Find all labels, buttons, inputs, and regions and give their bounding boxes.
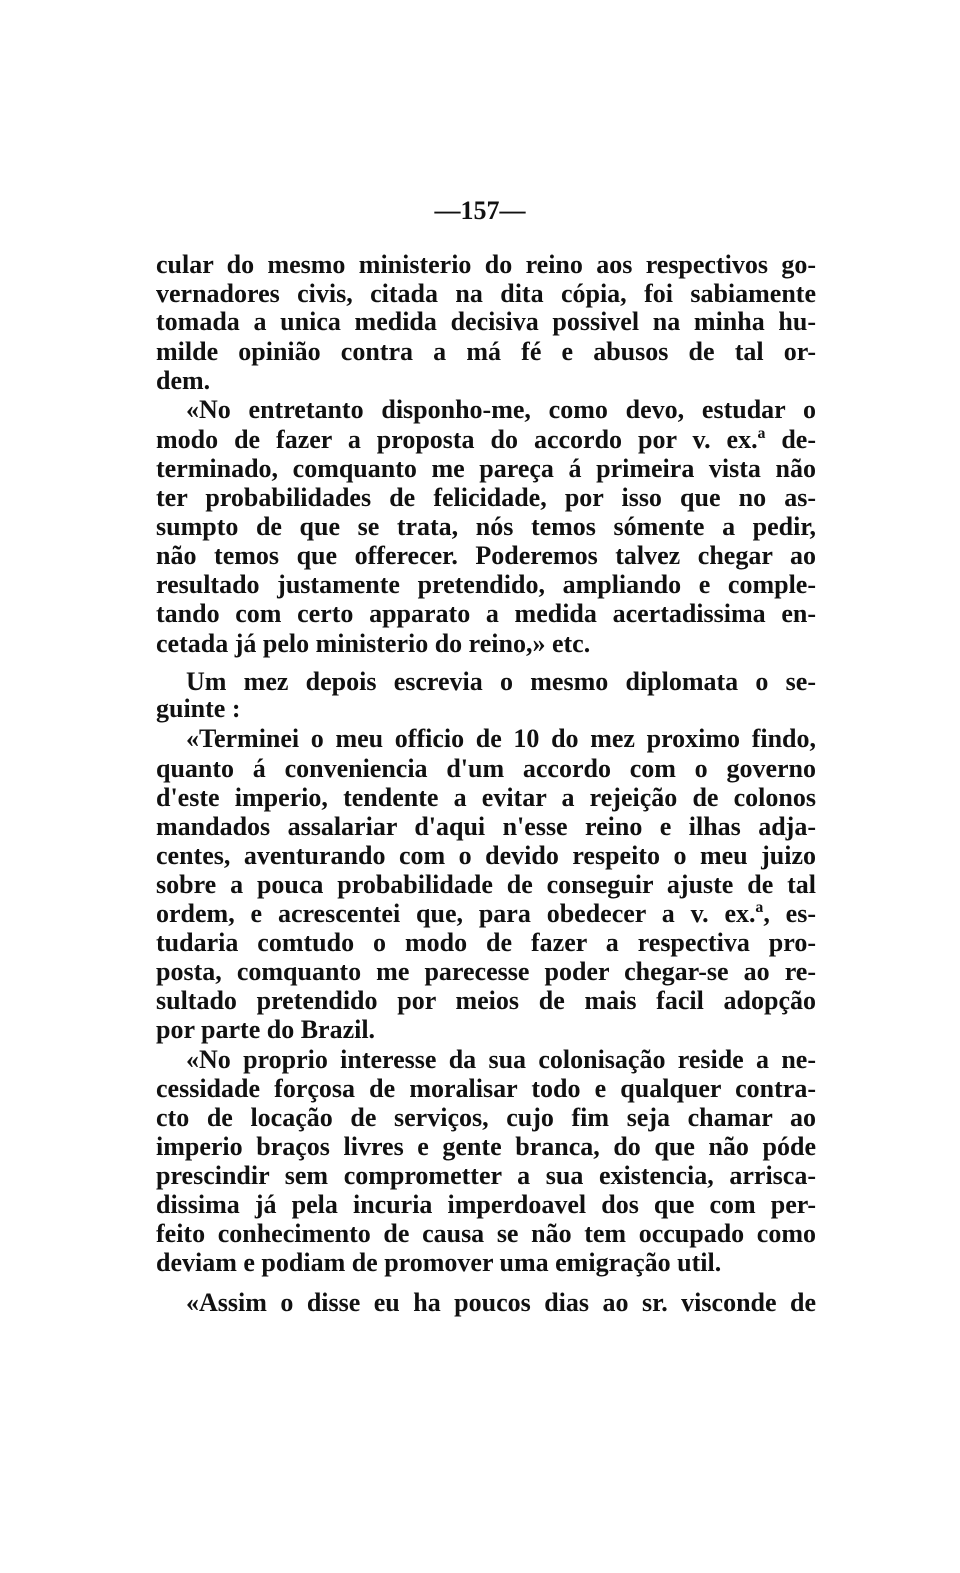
text-line: cto de locação de serviços, cujo fim seja chamar ao [156, 1103, 816, 1132]
text-line: modo de fazer a proposta do accordo por v. ex.ª de- [156, 425, 816, 454]
text-line: guinte : [156, 694, 241, 723]
text-line: sobre a pouca probabilidade de conseguir ajuste de tal [156, 870, 816, 899]
text-line: cular do mesmo ministerio do reino aos respectivos go- [156, 250, 816, 279]
text-line: quanto á conveniencia d'um accordo com o governo [156, 754, 816, 783]
text-line: resultado justamente pretendido, ampliando e comple- [156, 570, 816, 599]
text-line: dissima já pela incuria imperdoavel dos que com per- [156, 1190, 816, 1219]
text-line: posta, comquanto me parecesse poder chegar-se ao re- [156, 957, 816, 986]
text-line: milde opinião contra a má fé e abusos de tal or- [156, 337, 816, 366]
text-line: d'este imperio, tendente a evitar a rejeição de colonos [156, 783, 816, 812]
text-line: não temos que offerecer. Poderemos talvez chegar ao [156, 541, 816, 570]
text-line: «Terminei o meu officio de 10 do mez proximo findo, [186, 724, 816, 753]
text-line: «No proprio interesse da sua colonisação reside a ne- [186, 1045, 816, 1074]
text-line: tudaria comtudo o modo de fazer a respectiva pro- [156, 928, 816, 957]
text-line: tomada a unica medida decisiva possivel na minha hu- [156, 307, 816, 336]
text-line: feito conhecimento de causa se não tem occupado como [156, 1219, 816, 1248]
text-line: ter probabilidades de felicidade, por isso que no as- [156, 483, 816, 512]
text-line: «Assim o disse eu ha poucos dias ao sr. visconde de [186, 1288, 816, 1317]
text-line: cessidade forçosa de moralisar todo e qualquer contra- [156, 1074, 816, 1103]
text-line: cetada já pelo ministerio do reino,» etc. [156, 629, 591, 658]
text-line: mandados assalariar d'aqui n'esse reino e ilhas adja- [156, 812, 816, 841]
text-line: ordem, e acrescentei que, para obedecer a v. ex.ª, es- [156, 899, 816, 928]
text-line: prescindir sem comprometter a sua existencia, arrisca- [156, 1161, 816, 1190]
page-number: —157— [434, 196, 526, 225]
text-line: centes, aventurando com o devido respeito o meu juizo [156, 841, 816, 870]
text-line: sumpto de que se trata, nós temos sómente a pedir, [156, 512, 816, 541]
text-line: terminado, comquanto me pareça á primeira vista não [156, 454, 816, 483]
text-line: sultado pretendido por meios de mais facil adopção [156, 986, 816, 1015]
text-line: «No entretanto disponho-me, como devo, estudar o [186, 395, 816, 424]
text-line: por parte do Brazil. [156, 1015, 376, 1044]
text-line: imperio braços livres e gente branca, do que não póde [156, 1132, 816, 1161]
text-line: dem. [156, 366, 211, 395]
text-line: vernadores civis, citada na dita cópia, foi sabiamente [156, 279, 816, 308]
text-line: Um mez depois escrevia o mesmo diplomata o se- [186, 667, 816, 696]
text-line: tando com certo apparato a medida acertadissima en- [156, 599, 816, 628]
text-line: deviam e podiam de promover uma emigração util. [156, 1248, 722, 1277]
